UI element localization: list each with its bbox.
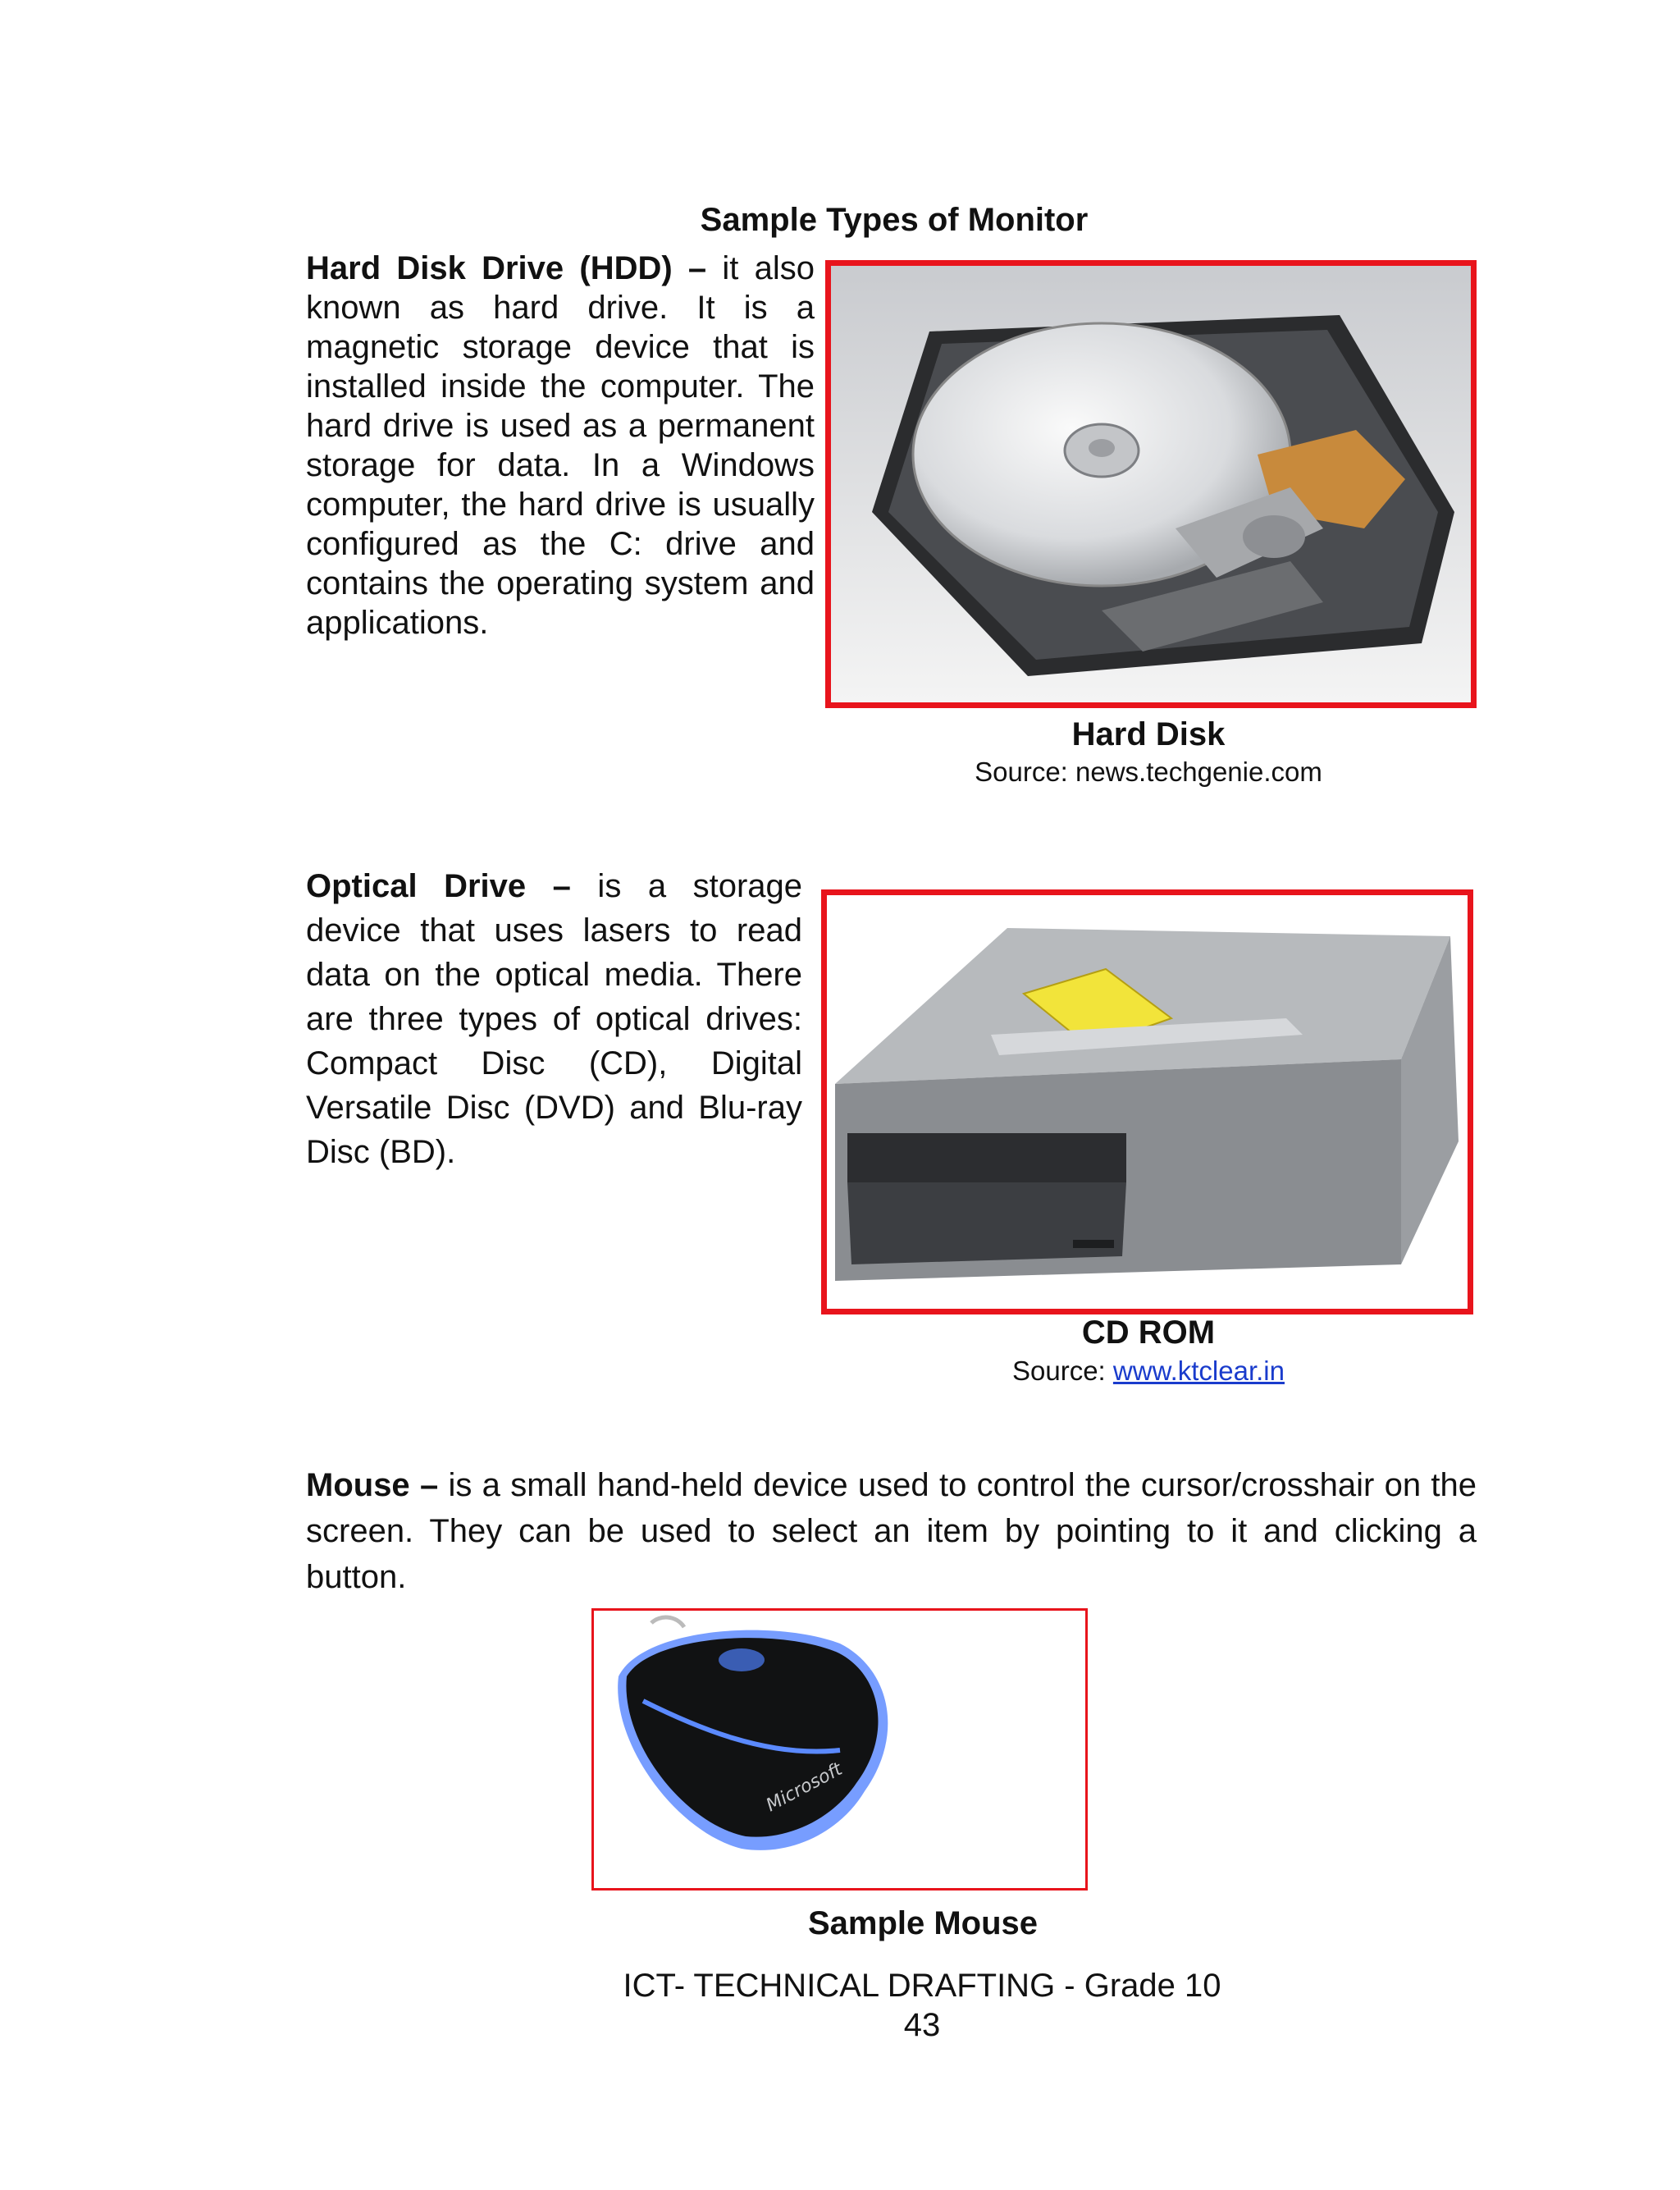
hard-disk-image <box>825 260 1477 708</box>
optical-paragraph <box>306 864 802 1174</box>
optical-text: is a storage device that uses lasers to read data on the optical media. There are three types of optical drives: Compact Disc (CD), Digital Versatile Disc (DVD) and Blu-ray Disc (BD). <box>306 868 803 1170</box>
mouse-text: is a small hand-held device used to control the cursor/crosshair on the screen. They can be used to select an item by pointing to it and clicking a button. <box>306 1467 1477 1595</box>
cd-rom-source-label: Source: <box>1012 1356 1113 1386</box>
optical-term: Optical Drive – <box>306 868 571 904</box>
mouse-caption: Sample Mouse <box>807 1905 1039 1941</box>
page-number: 43 <box>903 2007 941 2043</box>
hard-disk-illustration <box>831 266 1471 702</box>
cd-rom-illustration <box>827 895 1468 1309</box>
ktclear-link[interactable]: www.ktclear.in <box>1112 1356 1285 1386</box>
section-title: Sample Types of Monitor <box>700 202 1089 238</box>
footer-course: ICT- TECHNICAL DRAFTING - Grade 10 <box>623 1968 1221 2004</box>
mouse-brand-text: Microsoft <box>763 1758 846 1817</box>
mouse-term: Mouse – <box>306 1467 439 1503</box>
mouse-image <box>591 1608 1088 1891</box>
cd-rom-image <box>821 889 1473 1314</box>
hard-disk-source: Source: news.techgenie.com <box>975 757 1322 787</box>
hdd-paragraph <box>306 249 815 642</box>
hard-disk-caption: Hard Disk <box>1071 716 1226 752</box>
hdd-term: Hard Disk Drive (HDD) – <box>306 250 707 286</box>
mouse-illustration <box>594 1611 1085 1888</box>
mouse-paragraph <box>306 1462 1477 1600</box>
cd-rom-source <box>861 1356 1436 1387</box>
cd-rom-caption: CD ROM <box>1081 1314 1216 1351</box>
hdd-text: it also known as hard drive. It is a magnetic storage device that is installed inside the computer. The hard drive is used as a permanent storage for data. In a Windows computer, the hard drive is usually configured as the C: drive and contains the operating system and applications. <box>306 250 815 641</box>
